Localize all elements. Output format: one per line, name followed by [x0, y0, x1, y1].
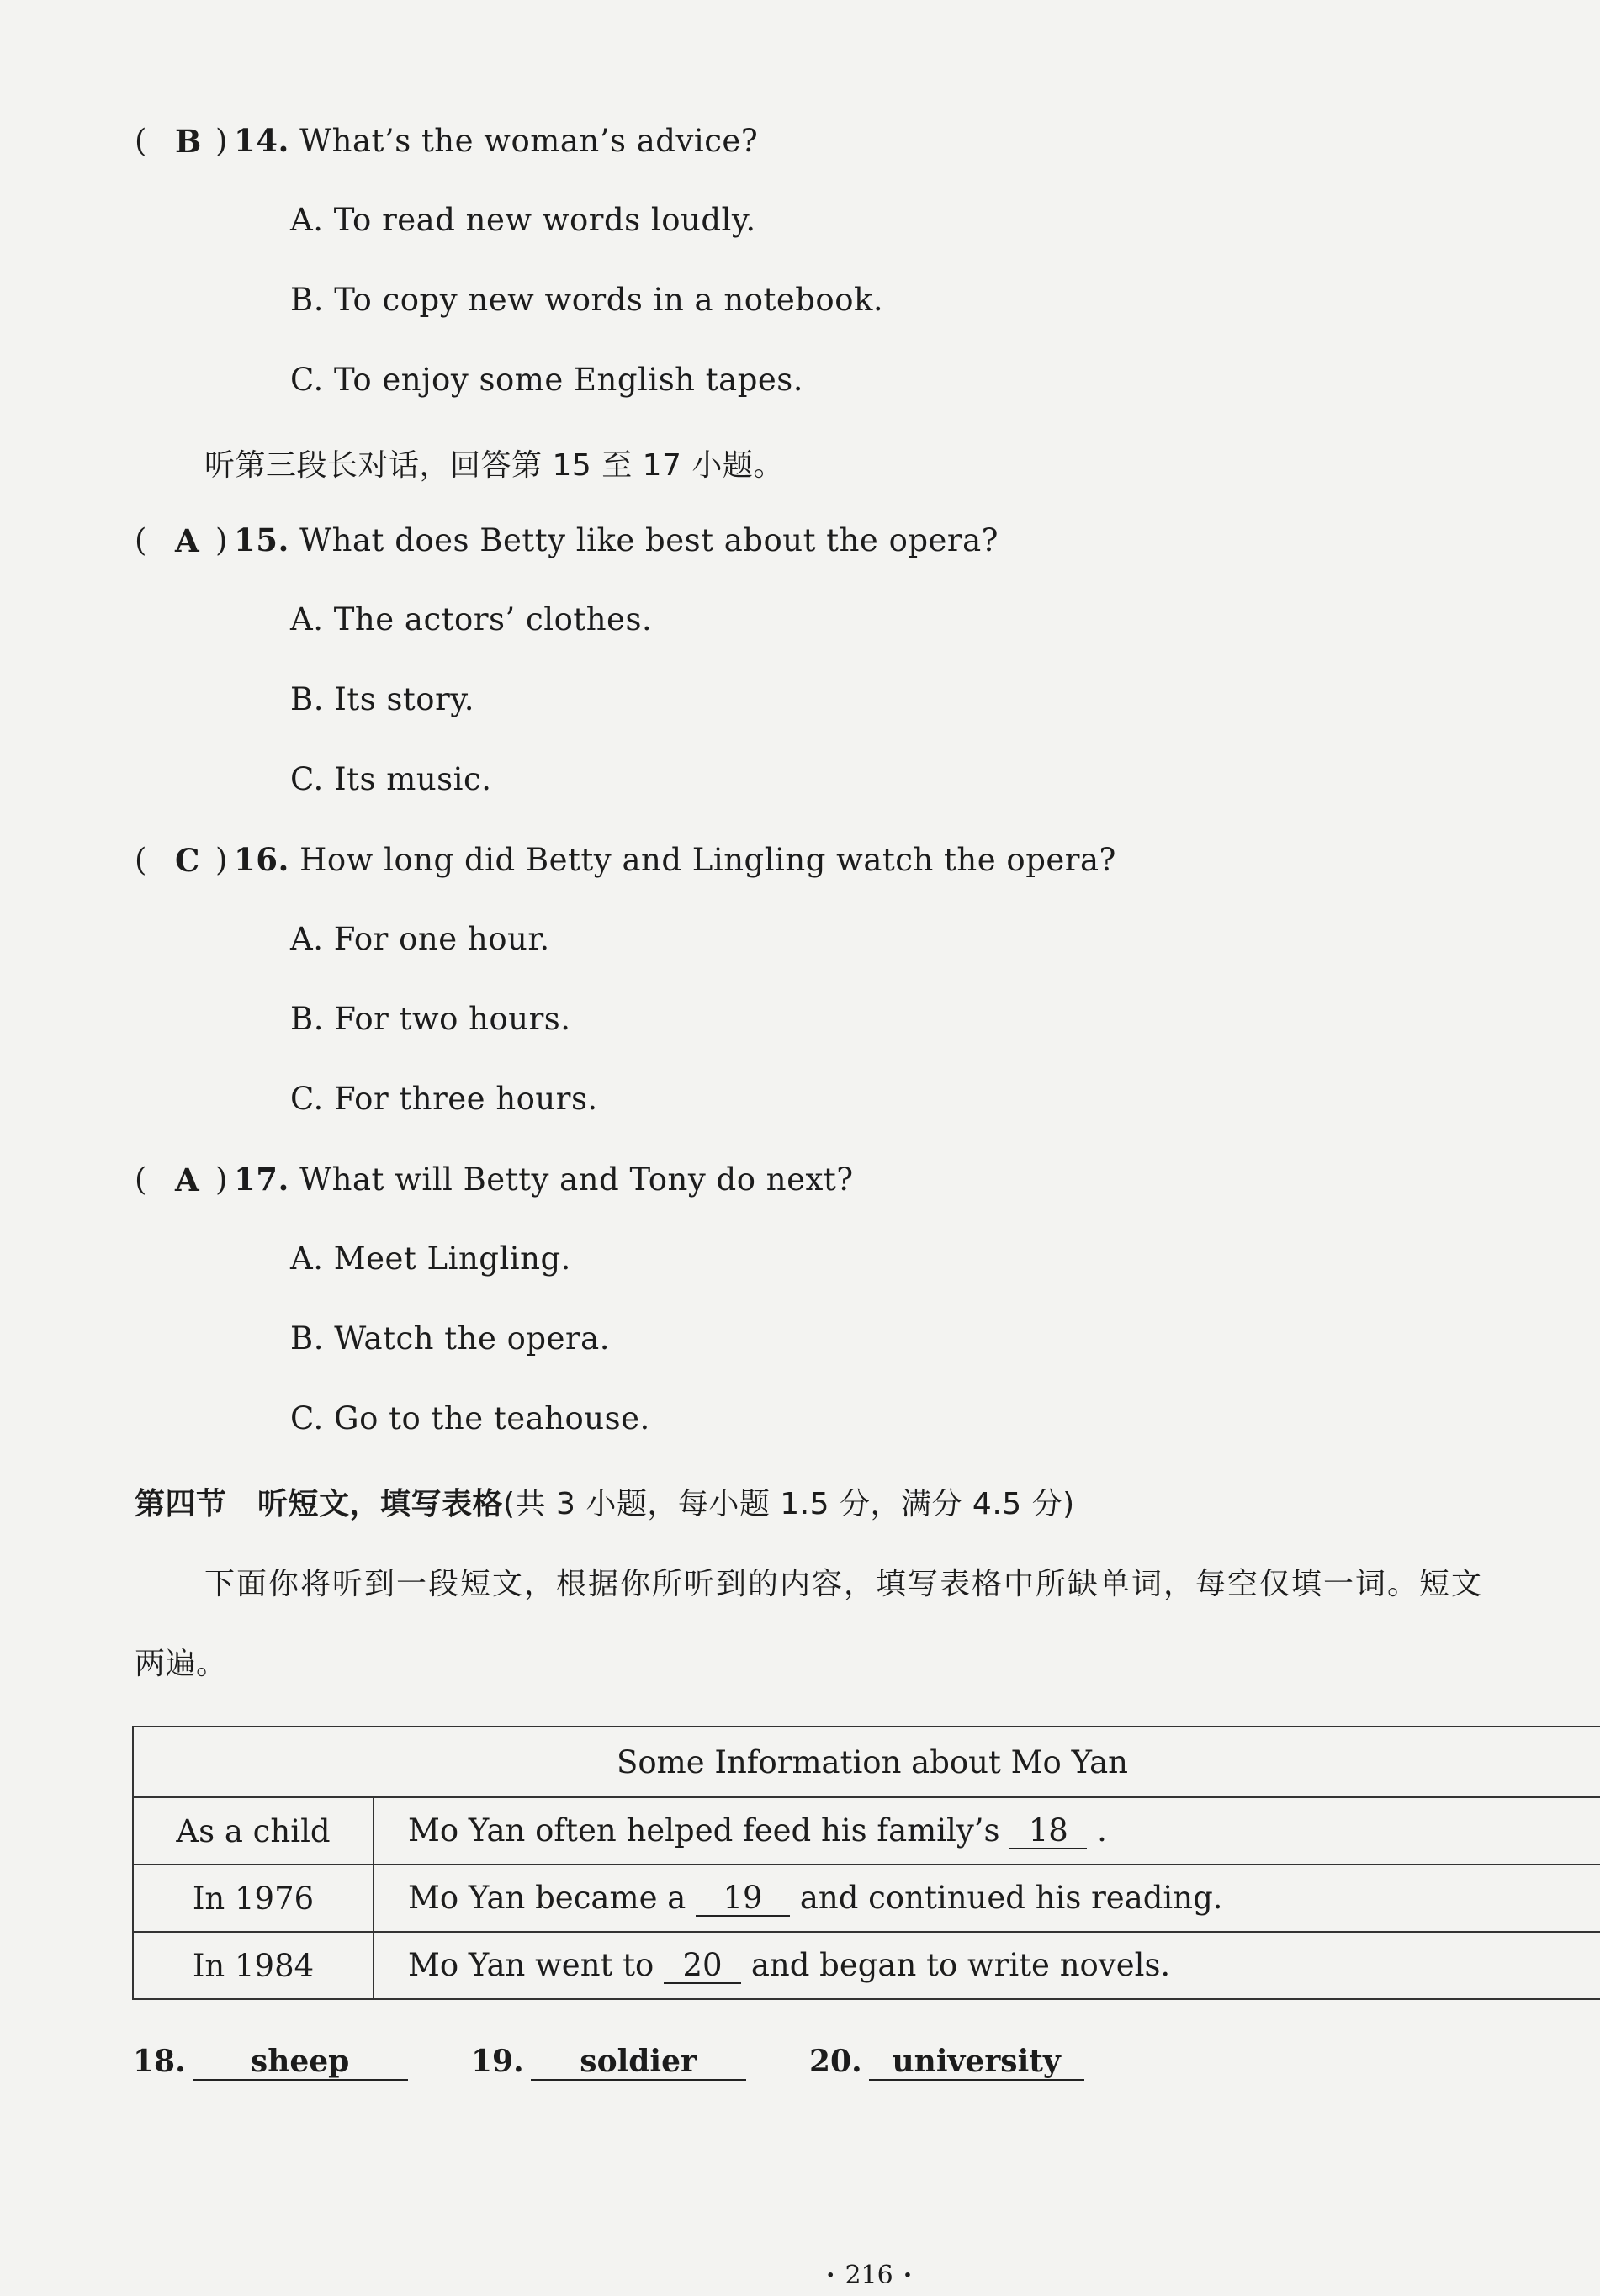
- row-content: Mo Yan often helped feed his family’s 18 .: [374, 1797, 1600, 1865]
- row-content: Mo Yan became a 19 and continued his reading.: [374, 1865, 1600, 1932]
- answer-15: A: [175, 522, 200, 559]
- section-4-detail: (共 3 小题，每小题 1.5 分，满分 4.5 分): [503, 1487, 1075, 1521]
- question-15: ( A ) 15. What does Betty like best about the opera?: [135, 521, 999, 559]
- option-14c: C. To enjoy some English tapes.: [290, 362, 804, 398]
- option-17c: C. Go to the teahouse.: [290, 1400, 650, 1436]
- section-4-title: 第四节 听短文，填写表格: [135, 1487, 504, 1521]
- mo-yan-info-table: [132, 1726, 1600, 2000]
- question-16-stem: How long did Betty and Lingling watch the opera?: [299, 842, 1116, 878]
- blank-20: 20: [664, 1949, 741, 1985]
- section-4-heading: [135, 1480, 1075, 1523]
- table-row: [133, 1797, 1600, 1865]
- answer-14: B: [175, 123, 202, 160]
- option-15a: A. The actors’ clothes.: [290, 601, 653, 637]
- question-16: ( C ) 16. How long did Betty and Lingling watch the opera?: [135, 841, 1116, 879]
- option-16b: B. For two hours.: [290, 1001, 571, 1037]
- row-label: In 1984: [133, 1932, 374, 1999]
- answer-17: A: [175, 1161, 200, 1198]
- answer-19-word: soldier: [531, 2044, 746, 2081]
- answer-18-word: sheep: [193, 2044, 408, 2081]
- table-row: [133, 1932, 1600, 1999]
- option-16a: A. For one hour.: [290, 921, 550, 957]
- answer-19: 19. soldier: [471, 2044, 746, 2081]
- blank-19: 19: [696, 1881, 790, 1918]
- page-number: · 216 ·: [826, 2261, 913, 2290]
- option-14a: A. To read new words loudly.: [290, 202, 756, 238]
- answer-16: C: [175, 842, 200, 879]
- option-17b: B. Watch the opera.: [290, 1320, 610, 1357]
- answer-18: 18. sheep: [133, 2044, 408, 2081]
- blank-18: 18: [1009, 1814, 1087, 1850]
- row-label: In 1976: [133, 1865, 374, 1932]
- question-14-stem: What’s the woman’s advice?: [299, 123, 759, 159]
- row-label: As a child: [133, 1797, 374, 1865]
- option-17a: A. Meet Lingling.: [290, 1241, 571, 1277]
- option-15b: B. Its story.: [290, 681, 475, 717]
- question-15-stem: What does Betty like best about the opera?: [299, 522, 999, 558]
- option-16c: C. For three hours.: [290, 1081, 598, 1117]
- instruction-part3: 听第三段长对话，回答第 15 至 17 小题。: [204, 448, 784, 483]
- row-content: Mo Yan went to 20 and began to write novels.: [374, 1932, 1600, 1999]
- option-15c: C. Its music.: [290, 761, 492, 797]
- section-4-instruction-cont: 两遍。: [135, 1647, 227, 1681]
- table-row: [133, 1865, 1600, 1932]
- section-4-instruction: 下面你将听到一段短文，根据你所听到的内容，填写表格中所缺单词，每空仅填一词。短文: [204, 1567, 1484, 1601]
- question-14: ( B ) 14. What’s the woman’s advice?: [135, 122, 759, 160]
- table-header: Some Information about Mo Yan: [133, 1727, 1600, 1797]
- question-17-stem: What will Betty and Tony do next?: [299, 1161, 854, 1198]
- option-14b: B. To copy new words in a notebook.: [290, 282, 884, 318]
- answer-20-word: university: [869, 2044, 1084, 2081]
- question-17: ( A ) 17. What will Betty and Tony do next?: [135, 1161, 854, 1198]
- answer-20: 20. university: [809, 2044, 1084, 2081]
